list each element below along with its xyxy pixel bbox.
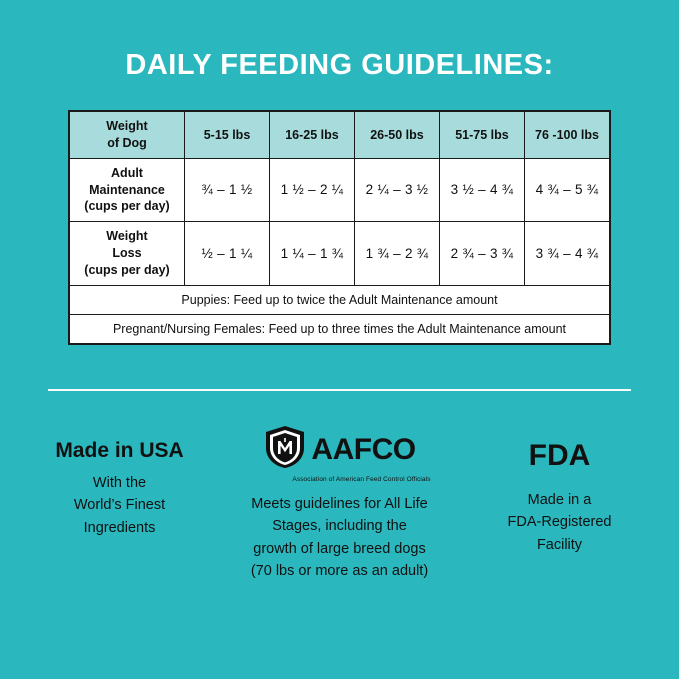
aafco-shield-icon [263,424,307,475]
section-divider [48,389,631,391]
badge-aafco-line-1: Meets guidelines for All Life [251,495,428,512]
table-row [70,222,610,286]
badges-row [20,425,660,583]
column-header-1: 5-15 lbs [185,111,270,158]
column-header-4: 51-75 lbs [440,111,525,158]
row-header-line-1: Weight [106,229,148,244]
column-header-5: 76 -100 lbs [525,111,610,158]
corner-label-line-1: Weight [106,118,148,133]
cell-adult-26-50: 2 ¼ – 3 ½ [355,158,440,222]
row-header-weight-loss [70,222,185,286]
row-header-line-3: (cups per day) [84,199,170,214]
badge-usa-line-3: Ingredients [83,519,156,536]
table-corner-header [70,111,185,158]
badge-aafco-line-2: Stages, including the [272,518,407,535]
cell-loss-76-100: 3 ¾ – 4 ¾ [525,222,610,286]
cell-adult-5-15: ¾ – 1 ½ [185,158,270,222]
aafco-wordmark: AAFCO [311,432,416,466]
badge-aafco-line-4: (70 lbs or more as an adult) [250,563,429,580]
page-title: DAILY FEEDING GUIDELINES: [125,49,554,81]
cell-adult-16-25: 1 ½ – 2 ¼ [270,158,355,222]
fda-wordmark: FDA [528,438,591,472]
badge-made-in-usa [25,425,215,540]
row-header-adult-maintenance [70,158,185,222]
table-row [70,158,610,222]
badge-aafco-text [215,493,465,583]
column-header-3: 26-50 lbs [355,111,440,158]
badge-aafco [215,425,465,583]
cell-adult-51-75: 3 ½ – 4 ¾ [440,158,525,222]
cell-loss-26-50: 1 ¾ – 2 ¾ [355,222,440,286]
badge-usa-text [25,472,215,539]
fda-logo [465,433,655,479]
cell-adult-76-100: 4 ¾ – 5 ¾ [525,158,610,222]
badge-fda-text [465,489,655,556]
column-header-2: 16-25 lbs [270,111,355,158]
badge-fda-line-3: Facility [536,536,583,553]
row-header-line-2: Maintenance [89,182,165,197]
badge-aafco-line-3: growth of large breed dogs [253,540,426,557]
badge-usa-line-2: World’s Finest [73,497,166,514]
badge-fda [465,425,655,556]
table-note-row [70,314,610,343]
row-header-line-3: (cups per day) [84,263,170,278]
badge-fda-line-1: Made in a [527,491,592,508]
table-header-row [70,111,610,158]
note-pregnant-nursing: Pregnant/Nursing Females: Feed up to three times the Adult Maintenance amount [70,314,610,343]
row-header-line-2: Loss [112,246,142,261]
cell-loss-16-25: 1 ¼ – 1 ¾ [270,222,355,286]
corner-label-line-2: of Dog [107,135,147,150]
cell-loss-51-75: 2 ¾ – 3 ¾ [440,222,525,286]
feeding-table-container [68,110,611,345]
badge-usa-heading: Made in USA [55,438,184,462]
aafco-logo [215,425,465,475]
cell-loss-5-15: ½ – 1 ¼ [185,222,270,286]
row-header-line-1: Adult [111,165,143,180]
badge-usa-line-1: With the [92,474,147,491]
aafco-subtitle: Association of American Feed Control Officials [292,475,431,483]
badge-fda-line-2: FDA-Registered [507,514,612,531]
table-note-row [70,285,610,314]
note-puppies: Puppies: Feed up to twice the Adult Maintenance amount [70,285,610,314]
feeding-table [69,111,610,344]
